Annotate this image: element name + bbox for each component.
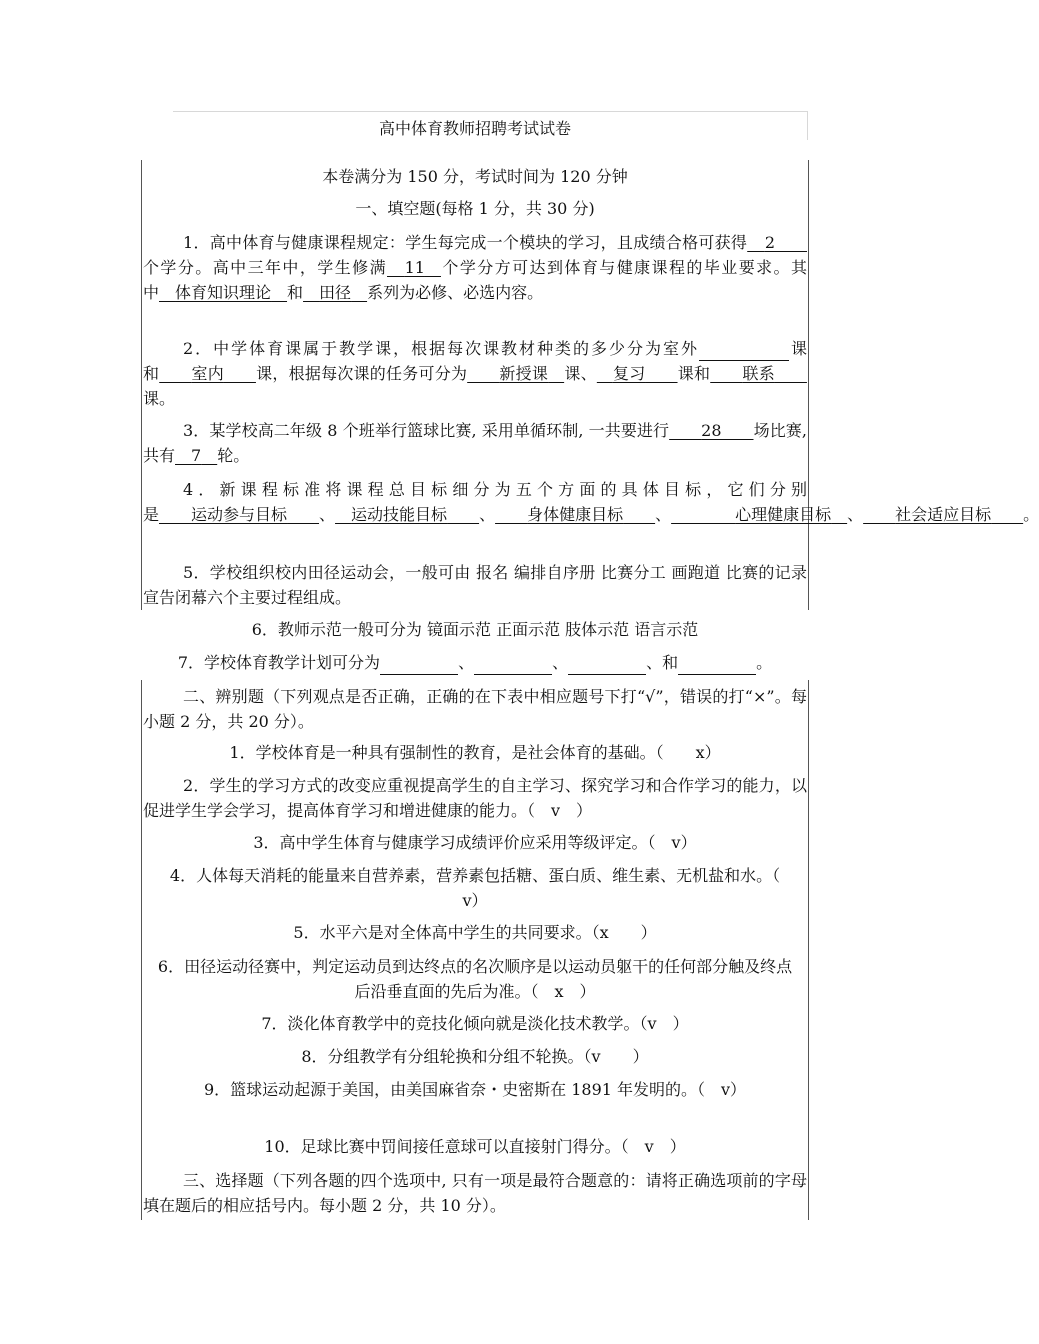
- blank[interactable]: [699, 342, 771, 361]
- answer-2-1: 室内: [191, 364, 224, 383]
- fill-question-2: 2．中学体育课属于教学课，根据每次课教材种类的多少分为室外 课和 室内 课，根据每次课的任务可分为 新授课 课、 复习 课和 联系 课。: [143, 339, 807, 408]
- exam-info: 本卷满分为 150 分，考试时间为 120 分钟: [322, 167, 628, 186]
- answer-1-2: 11: [404, 258, 425, 277]
- blank[interactable]: [678, 656, 756, 675]
- blank[interactable]: [474, 656, 552, 675]
- blank[interactable]: [380, 656, 458, 675]
- judge-item-10: 10．足球比赛中罚间接任意球可以直接射门得分。（ v ）: [264, 1137, 686, 1156]
- answer-2-4: 联系: [742, 364, 775, 383]
- judge-item-8: 8．分组教学有分组轮换和分组不轮换。（v ）: [301, 1047, 649, 1066]
- fill-question-4: 4．新课程标准将课程总目标细分为五个方面的具体目标，它们分别是 运动参与目标 、 运动技能目标 、 身体健康目标 、 心理健康目标 、 社会适应目标 。: [143, 480, 1039, 524]
- answer-3-2: 7: [191, 446, 202, 465]
- judge-item-1: 1．学校体育是一种具有强制性的教育，是社会体育的基础。（ x）: [229, 743, 721, 762]
- fill-question-6: 6．教师示范一般可分为 镜面示范 正面示范 肢体示范 语言示范: [251, 620, 699, 639]
- section2-heading: 二、辨别题（下列观点是否正确，正确的在下表中相应题号下打“√”，错误的打“×”。每小题 2 分，共 20 分）。: [143, 687, 807, 731]
- answer-4-5: 社会适应目标: [895, 505, 992, 524]
- judge-item-7: 7．淡化体育教学中的竞技化倾向就是淡化技术教学。（v ）: [261, 1014, 689, 1033]
- answer-4-2: 运动技能目标: [351, 505, 448, 524]
- answer-4-1: 运动参与目标: [191, 505, 288, 524]
- judge-item-2: 2．学生的学习方式的改变应重视提高学生的自主学习、探究学习和合作学习的能力，以促进学生学会学习，提高体育学习和增进健康的能力。（ v ）: [143, 776, 807, 820]
- answer-1-3: 体育知识理论: [175, 283, 272, 302]
- frame-left-line-bottom: [141, 680, 142, 1220]
- fill-question-7: 7．学校体育教学计划可分为 、 、 、和 。: [143, 650, 807, 675]
- frame-right-line-bottom: [808, 680, 809, 1220]
- answer-4-4: 心理健康目标: [735, 505, 832, 524]
- fill-question-5: 5．学校组织校内田径运动会，一般可由 报名 编排自序册 比赛分工 画跑道 比赛的记录 宣告闭幕六个主要过程组成。: [143, 563, 807, 607]
- frame-left-line-top: [141, 160, 142, 610]
- answer-4-3: 身体健康目标: [527, 505, 624, 524]
- judge-item-3: 3．高中学生体育与健康学习成绩评价应采用等级评定。（ v）: [253, 833, 697, 852]
- page-title: 高中体育教师招聘考试试卷: [378, 119, 571, 138]
- answer-3-1: 28: [701, 421, 722, 440]
- answer-2-3: 复习: [612, 364, 646, 383]
- judge-item-4: 4．人体每天消耗的能量来自营养素，营养素包括糖、蛋白质、维生素、无机盐和水。（ v）: [169, 866, 797, 910]
- answer-2-2: 新授课: [499, 364, 549, 383]
- judge-item-9: 9．篮球运动起源于美国，由美国麻省奈・史密斯在 1891 年发明的。（ v）: [203, 1080, 747, 1099]
- judge-item-6: 6．田径运动径赛中，判定运动员到达终点的名次顺序是以运动员躯干的任何部分触及终点后沿垂直面的先后为准。（ x ）: [157, 957, 793, 1001]
- answer-1-1: 2: [764, 233, 775, 252]
- judge-item-5: 5．水平六是对全体高中学生的共同要求。（x ）: [293, 923, 657, 942]
- section3-heading: 三、选择题（下列各题的四个选项中, 只有一项是最符合题意的：请将正确选项前的字母填在题后的相应括号内。每小题 2 分，共 10 分）。: [143, 1171, 807, 1215]
- frame-right-line: [808, 160, 809, 610]
- fill-question-1: 1．高中体育与健康课程规定：学生每完成一个模块的学习，且成绩合格可获得 2 个学分。高中三年中，学生修满 11 个学分方可达到体育与健康课程的毕业要求。其中 体育知识理论 和 田径 系列为必修、必选内容。: [143, 233, 807, 302]
- answer-1-4: 田径: [319, 283, 352, 302]
- section1-heading: 一、填空题(每格 1 分，共 30 分): [355, 199, 595, 218]
- fill-question-3: 3．某学校高二年级 8 个班举行篮球比赛, 采用单循环制, 一共要进行 28 场比赛, 共有 7 轮。: [143, 421, 807, 465]
- blank[interactable]: [771, 342, 789, 361]
- blank[interactable]: [568, 656, 646, 675]
